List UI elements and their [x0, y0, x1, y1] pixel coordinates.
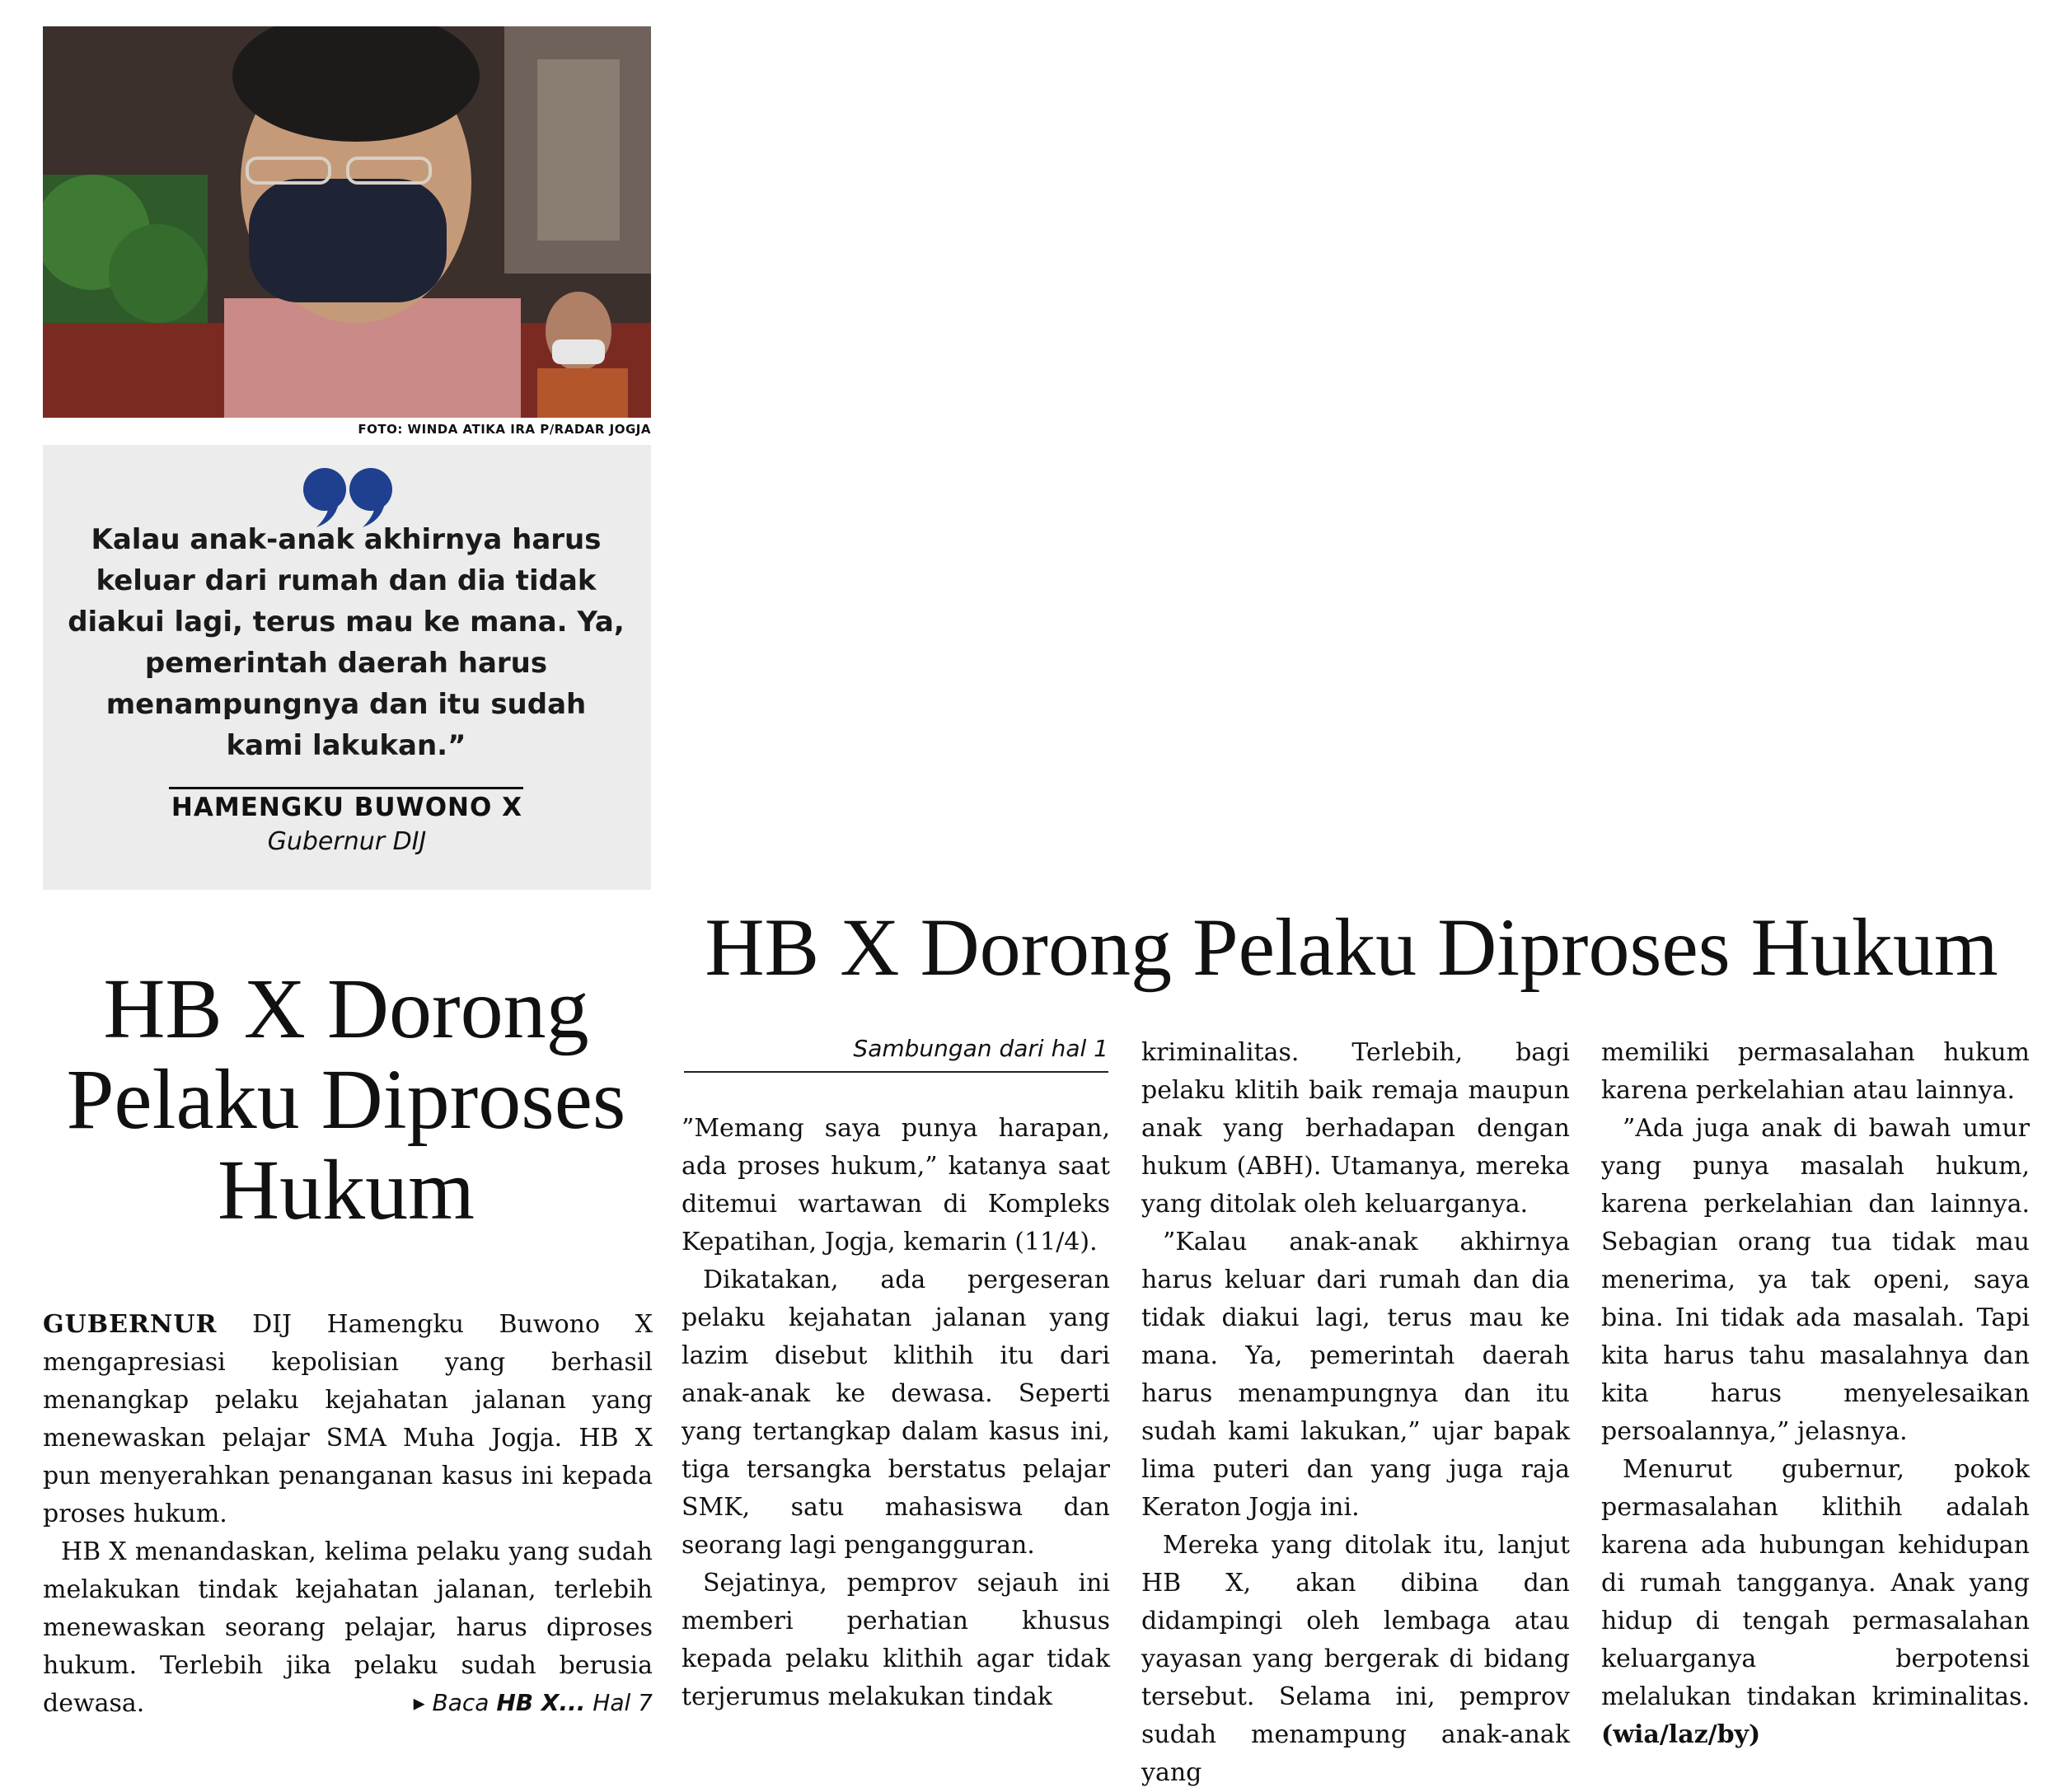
column-paragraph: kriminalitas. Terlebih, bagi pelaku klitih baik remaja maupun anak yang berhadapan dengan hukum (ABH). Utamanya, mereka yang ditolak oleh keluarganya. — [1141, 1038, 1570, 1219]
article-column-1 — [682, 1110, 1110, 1716]
news-photo — [43, 26, 651, 418]
article-column-3 — [1601, 1034, 2030, 1754]
column-paragraph: Dikatakan, ada pergeseran pelaku kejahatan jalanan yang lazim disebut klithih itu dari anak-anak ke dewasa. Seperti yang tertangkap dalam kasus ini, tiga tersangka berstatus pelajar SMK, satu mahasiswa dan seorang lagi pengangguran. — [682, 1266, 1110, 1560]
photo-credit: FOTO: WINDA ATIKA IRA P/RADAR JOGJA — [358, 422, 651, 437]
read-more-link[interactable]: ▸ Baca HB X... Hal 7 — [413, 1689, 653, 1716]
column-paragraph: Sejatinya, pemprov sejauh ini memberi perhatian khusus kepada pelaku klithih agar tidak terjerumus melakukan tindak — [682, 1569, 1110, 1711]
column-paragraph: ”Memang saya punya harapan, ada proses hukum,” katanya saat ditemui wartawan di Kompleks Kepatihan, Jogja, kemarin (11/4). — [682, 1114, 1110, 1256]
column-paragraph: Menurut gubernur, pokok permasalahan klithih adalah karena ada hubungan kehidupan di rumah tangganya. Anak yang hidup di tengah permasalahan keluarganya berpotensi melalukan tindakan kriminalitas. (wia/laz/by) — [1601, 1455, 2030, 1749]
author-signature: (wia/laz/by) — [1601, 1720, 1761, 1749]
quote-speaker-role: Gubernur DIJ — [267, 827, 427, 856]
column-paragraph: Mereka yang ditolak itu, lanjut HB X, akan dibina dan didampingi oleh lembaga atau yayasan yang bergerak di bidang tersebut. Selama ini, pemprov sudah menampung anak-anak yang — [1141, 1531, 1570, 1787]
right-headline: HB X Dorong Pelaku Diproses Hukum — [705, 901, 1998, 993]
column-paragraph: memiliki permasalahan hukum karena perkelahian atau lainnya. — [1601, 1038, 2030, 1105]
left-article-body — [43, 1306, 653, 1723]
left-paragraph-2: HB X menandaskan, kelima pelaku yang sudah melakukan tindak kejahatan jalanan, terlebih menewaskan seorang pelajar, harus diproses hukum. Terlebih jika pelaku sudah berusia dewasa. — [43, 1537, 653, 1718]
left-paragraph-1: GUBERNUR DIJ Hamengku Buwono X mengapresiasi kepolisian yang berhasil menangkap pelaku kejahatan jalanan yang menewaskan pelajar SMA Muha Jogja. HB X pun menyerahkan penanganan kasus ini kepada proses hukum. — [43, 1310, 653, 1528]
lead-word: GUBERNUR — [43, 1310, 218, 1339]
left-headline: HB X Dorong Pelaku Diproses Hukum — [66, 962, 626, 1238]
continued-from-label: Sambungan dari hal 1 — [853, 1035, 1108, 1062]
read-more-arrow-icon: ▸ — [413, 1689, 433, 1716]
pull-quote-text: Kalau anak-anak akhirnya harus keluar dari rumah dan dia tidak diakui lagi, terus mau ke mana. Ya, pemerintah daerah harus menampungnya dan itu sudah kami lakukan.” — [68, 523, 625, 762]
continued-divider — [684, 1071, 1108, 1073]
column-paragraph: ”Ada juga anak di bawah umur yang punya masalah hukum, karena perkelahian dan lainnya. Sebagian orang tua tidak mau menerima, ya tak openi, saya bina. Ini tidak ada masalah. Tapi kita harus tahu masalahnya dan kita harus menyelesaikan persoalannya,” jelasnya. — [1601, 1114, 2030, 1446]
photo-illustration — [43, 26, 651, 418]
quote-divider — [169, 787, 523, 789]
quote-speaker-name: HAMENGKU BUWONO X — [171, 793, 523, 822]
article-column-2 — [1141, 1034, 1570, 1792]
column-paragraph: ”Kalau anak-anak akhirnya harus keluar dari rumah dan dia tidak diakui lagi, terus mau ke mana. Ya, pemerintah daerah harus menampungnya dan itu sudah kami lakukan,” ujar bapak lima puteri dan yang juga raja Keraton Jogja ini. — [1141, 1228, 1570, 1522]
